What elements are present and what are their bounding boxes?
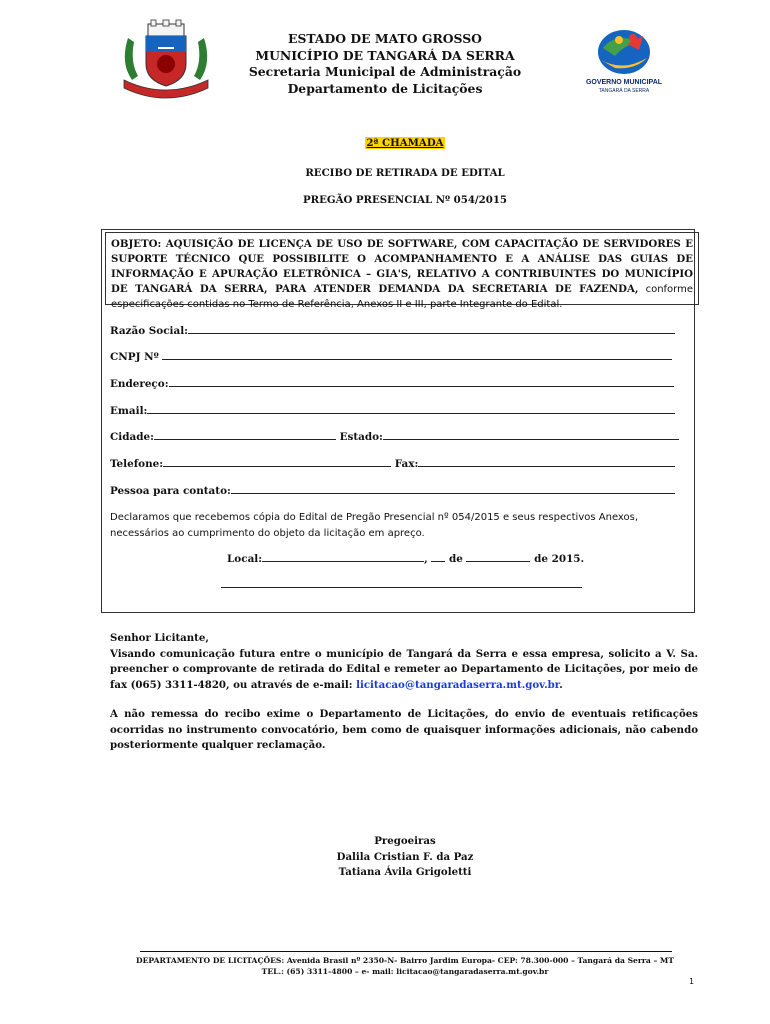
- footer: [0, 955, 770, 977]
- endereco-row: [110, 376, 674, 390]
- footer-contact: TEL.: (65) 3311-4800 – e- mail: licitacao@tangaradaserra.mt.gov.br: [261, 967, 549, 976]
- header-line-municipality: MUNICÍPIO DE TANGARÁ DA SERRA: [255, 47, 515, 63]
- footer-address: DEPARTAMENTO DE LICITAÇÕES: Avenida Brasil nº 2350-N- Bairro Jardim Europa- CEP: 78.300-000 – Tangará da Serra – MT: [136, 956, 674, 965]
- cidade-estado-row: [110, 429, 679, 443]
- contact-email-link[interactable]: licitacao@tangaradaserra.mt.gov.br: [356, 678, 560, 691]
- local-label: Local:: [227, 553, 263, 565]
- gov-logo-text: GOVERNO MUNICIPAL: [585, 79, 663, 86]
- recibo-title: RECIBO DE RETIRADA DE EDITAL: [305, 167, 505, 179]
- signers-block: [0, 834, 770, 881]
- de-label-1: de: [448, 553, 463, 565]
- letter-block: [110, 631, 698, 754]
- cnpj-label: CNPJ Nº: [110, 351, 159, 363]
- letter-p1-text: Visando comunicação futura entre o município de Tangará da Serra e essa empresa, solicito a V. Sa. preencher o comprovante de retirada do Edital e remeter ao Departamento de Licitações, por meio de fax (065) 3311-4820, ou através de e-mail:: [110, 647, 698, 691]
- pessoa-contato-label: Pessoa para contato:: [110, 485, 231, 497]
- fax-field[interactable]: [418, 456, 675, 467]
- header-title-block: [0, 31, 770, 97]
- telefone-fax-row: [110, 456, 675, 470]
- footer-divider: [140, 951, 672, 952]
- cidade-field[interactable]: [154, 429, 336, 440]
- signer-name-2: Tatiana Ávila Grigoletti: [338, 866, 472, 878]
- razao-social-row: [110, 323, 675, 337]
- letter-p1-end: .: [559, 678, 563, 691]
- pregao-title: PREGÃO PRESENCIAL Nº 054/2015: [302, 194, 508, 206]
- header-line-state: ESTADO DE MATO GROSSO: [288, 31, 482, 46]
- telefone-field[interactable]: [163, 456, 391, 467]
- endereco-field[interactable]: [169, 376, 674, 387]
- local-field[interactable]: [262, 551, 424, 562]
- email-label: Email:: [110, 405, 148, 417]
- header-line-secretaria: Secretaria Municipal de Administração: [248, 64, 522, 80]
- endereco-label: Endereço:: [110, 378, 169, 390]
- pessoa-contato-field[interactable]: [231, 483, 675, 494]
- fax-label: Fax:: [394, 458, 419, 470]
- cnpj-row: [110, 349, 672, 363]
- header-line-department: Departamento de Licitações: [287, 80, 483, 96]
- estado-field[interactable]: [383, 429, 679, 440]
- razao-social-label: Razão Social:: [110, 325, 189, 337]
- month-field[interactable]: [466, 551, 530, 562]
- chamada-title: [0, 137, 770, 149]
- page-number: 1: [689, 977, 695, 986]
- signer-name-1: Dalila Cristian F. da Paz: [336, 850, 474, 863]
- telefone-label: Telefone:: [110, 458, 164, 470]
- chamada-highlight: 2ª CHAMADA: [366, 137, 444, 149]
- letter-paragraph-2: A não remessa do recibo exime o Departamento de Licitações, do envio de eventuais retificações ocorridas no instrumento convocatório, bem como de quaisquer informações adicionais, não cabendo posteriormente qualquer reclamação.: [110, 708, 698, 751]
- letter-paragraph-1: [110, 647, 698, 694]
- declaration-text: Declaramos que recebemos cópia do Edital de Pregão Presencial nº 054/2015 e seus respectivos Anexos, necessários ao cumprimento do objeto da licitação em apreço.: [110, 512, 639, 539]
- cnpj-field[interactable]: [162, 349, 672, 360]
- signer-role: Pregoeiras: [374, 835, 436, 847]
- local-date-row: [227, 551, 584, 565]
- day-field[interactable]: [431, 551, 445, 562]
- local-comma: ,: [424, 553, 428, 565]
- year-label: de 2015.: [534, 553, 585, 565]
- cidade-label: Cidade:: [110, 431, 154, 443]
- razao-social-field[interactable]: [188, 323, 675, 334]
- estado-label: Estado:: [339, 431, 383, 443]
- signature-line[interactable]: [221, 587, 582, 588]
- gov-logo-subtext: TANGARÁ DA SERRA: [598, 88, 650, 94]
- pessoa-contato-row: [110, 483, 675, 497]
- objeto-bold-text: OBJETO: AQUISIÇÃO DE LICENÇA DE USO DE SOFTWARE, COM CAPACITAÇÃO DE SERVIDORES E SUPORTE TÉCNICO QUE POSSIBILITE O ACOMPANHAMENTO E A ANÁLISE DAS GUIAS DE INFORMAÇÃO E APURAÇÃO ELETRÔNICA – GIA'S, RELATIVO A CONTRIBUINTES DO MUNICÍPIO DE TANGARÁ DA SERRA, PARA ATENDER DEMANDA DA SECRETARIA DE FAZENDA,: [111, 238, 693, 296]
- objeto-regular-text: conforme especificações contidas no Termo de Referência, Anexos II e III, parte Integrante do Edital.: [111, 284, 693, 311]
- email-row: [110, 403, 675, 417]
- letter-greeting: Senhor Licitante,: [110, 632, 209, 644]
- email-field[interactable]: [147, 403, 675, 414]
- objeto-box: [105, 232, 699, 311]
